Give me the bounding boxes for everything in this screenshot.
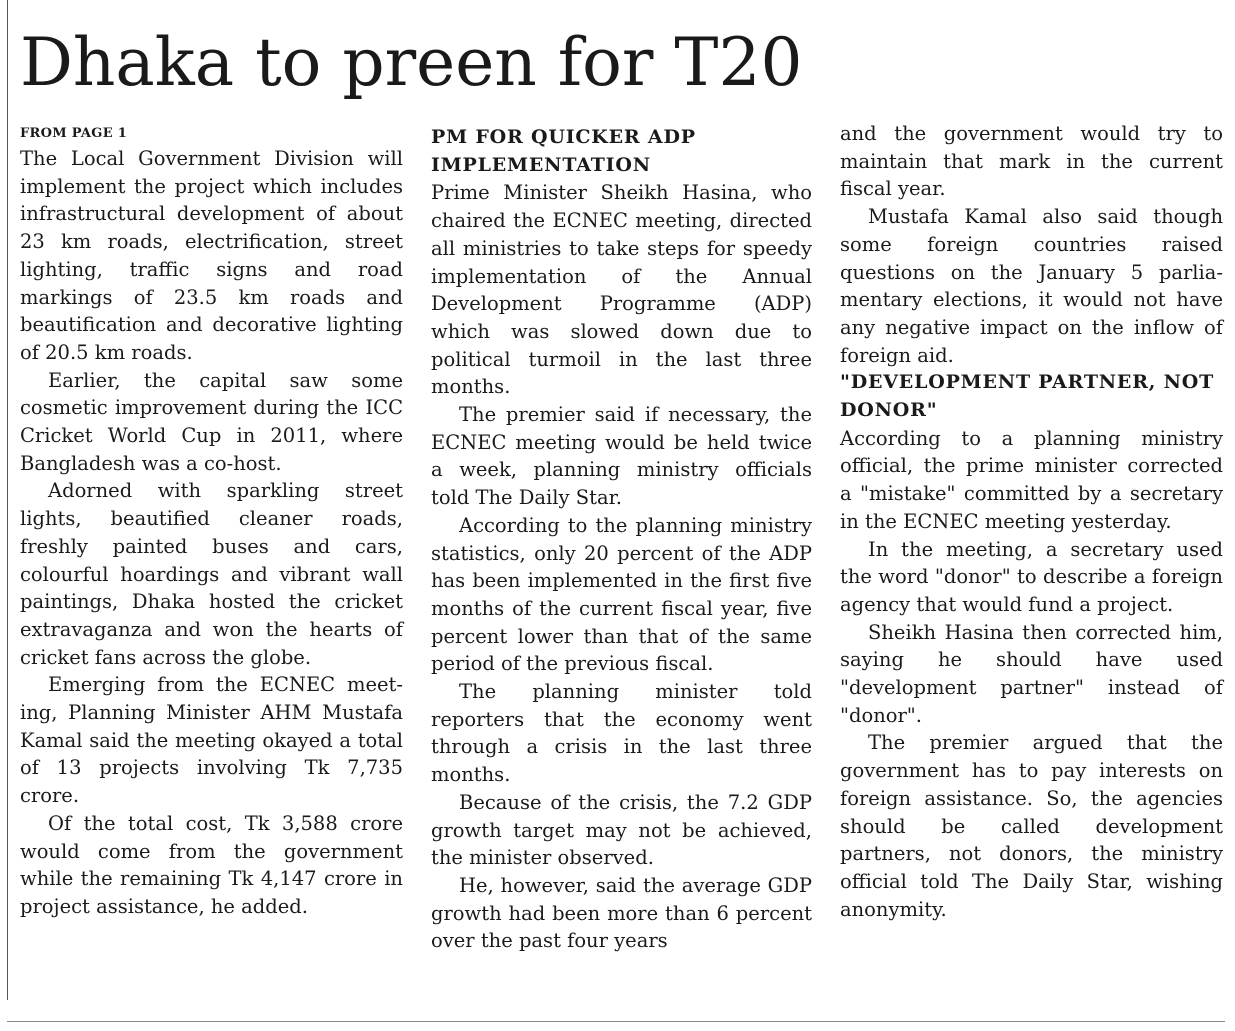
paragraph: Sheikh Hasina then corrected him, saying he should have used "development partner" instead of "donor". xyxy=(840,620,1223,727)
left-column-rule xyxy=(7,0,8,1000)
paragraph: Mustafa Kamal also said though some foreign countries raised questions on the January 5 parliamentary elections, it would not have any negative impact on the inflow of foreign aid. xyxy=(840,205,1223,367)
paragraph: The premier said if necessary, the ECNEC meeting would be held twice a week, planning ministry officials told The Daily Star. xyxy=(431,403,812,510)
article-column-1 xyxy=(20,120,403,921)
paragraph: Earlier, the capital saw some cosmetic improvement during the ICC Cricket World Cup in 2011, where Bangladesh was a co-host. xyxy=(20,368,403,475)
paragraph: The planning minister told reporters that the economy went through a crisis in the last three months. xyxy=(431,680,812,787)
article-column-3 xyxy=(840,120,1223,923)
paragraph: Because of the crisis, the 7.2 GDP growth target may not be achieved, the minister observed. xyxy=(431,790,812,870)
article-column-2 xyxy=(431,120,812,955)
paragraph: According to the planning ministry statistics, only 20 percent of the ADP has been implemented in the first five months of the current fiscal year, five percent lower than that of the same period of the previous fiscal. xyxy=(431,513,812,676)
paragraph: The Local Government Division will implement the project which includes infrastructural development of about 23 km roads, electrification, street lighting, traffic signs and road markings of 23.5 km roads and beautification and decorative lighting of 20.5 km roads. xyxy=(20,147,403,364)
paragraph: and the government would try to maintain that mark in the current fiscal year. xyxy=(840,122,1223,201)
paragraph: Adorned with sparkling street lights, beautified cleaner roads, freshly painted buses and cars, colourful hoardings and vibrant wall paintings, Dhaka hosted the cricket extravaganza and won the hearts of cricket fans across the globe. xyxy=(20,479,403,669)
paragraph: Emerging from the ECNEC meeting, Planning Minister AHM Mustafa Kamal said the meeting okayed a total of 13 projects involving Tk 7,735 crore. xyxy=(20,673,403,808)
paragraph: In the meeting, a secretary used the word "donor" to describe a foreign agency that would fund a project. xyxy=(840,537,1223,616)
paragraph: According to a planning ministry official, the prime minister corrected a "mistake" committed by a secretary in the ECNEC meeting yesterday. xyxy=(840,426,1223,533)
paragraph: The premier argued that the government has to pay interests on foreign assistance. So, the agencies should be called development partners, not donors, the ministry official told The Daily Star, wishing anonymity. xyxy=(840,731,1223,921)
paragraph: He, however, said the average GDP growth had been more than 6 percent over the past four years xyxy=(431,873,812,953)
paragraph: Prime Minister Sheikh Hasina, who chaired the ECNEC meeting, directed all ministries to take steps for speedy implementation of the Annual Development Programme (ADP) which was slowed down due to political turmoil in the last three months. xyxy=(431,181,812,399)
continuation-kicker: FROM PAGE 1 xyxy=(20,126,128,141)
subheading-development-partner: "DEVELOPMENT PARTNER, NOT DONOR" xyxy=(840,371,1215,422)
subheading-adp: PM FOR QUICKER ADP IMPLEMENTATION xyxy=(431,126,696,176)
headline: Dhaka to preen for T20 xyxy=(20,24,803,101)
paragraph: Of the total cost, Tk 3,588 crore would come from the government while the remaining Tk 4,147 crore in project assistance, he added. xyxy=(20,811,403,918)
bottom-rule xyxy=(7,1021,1225,1022)
